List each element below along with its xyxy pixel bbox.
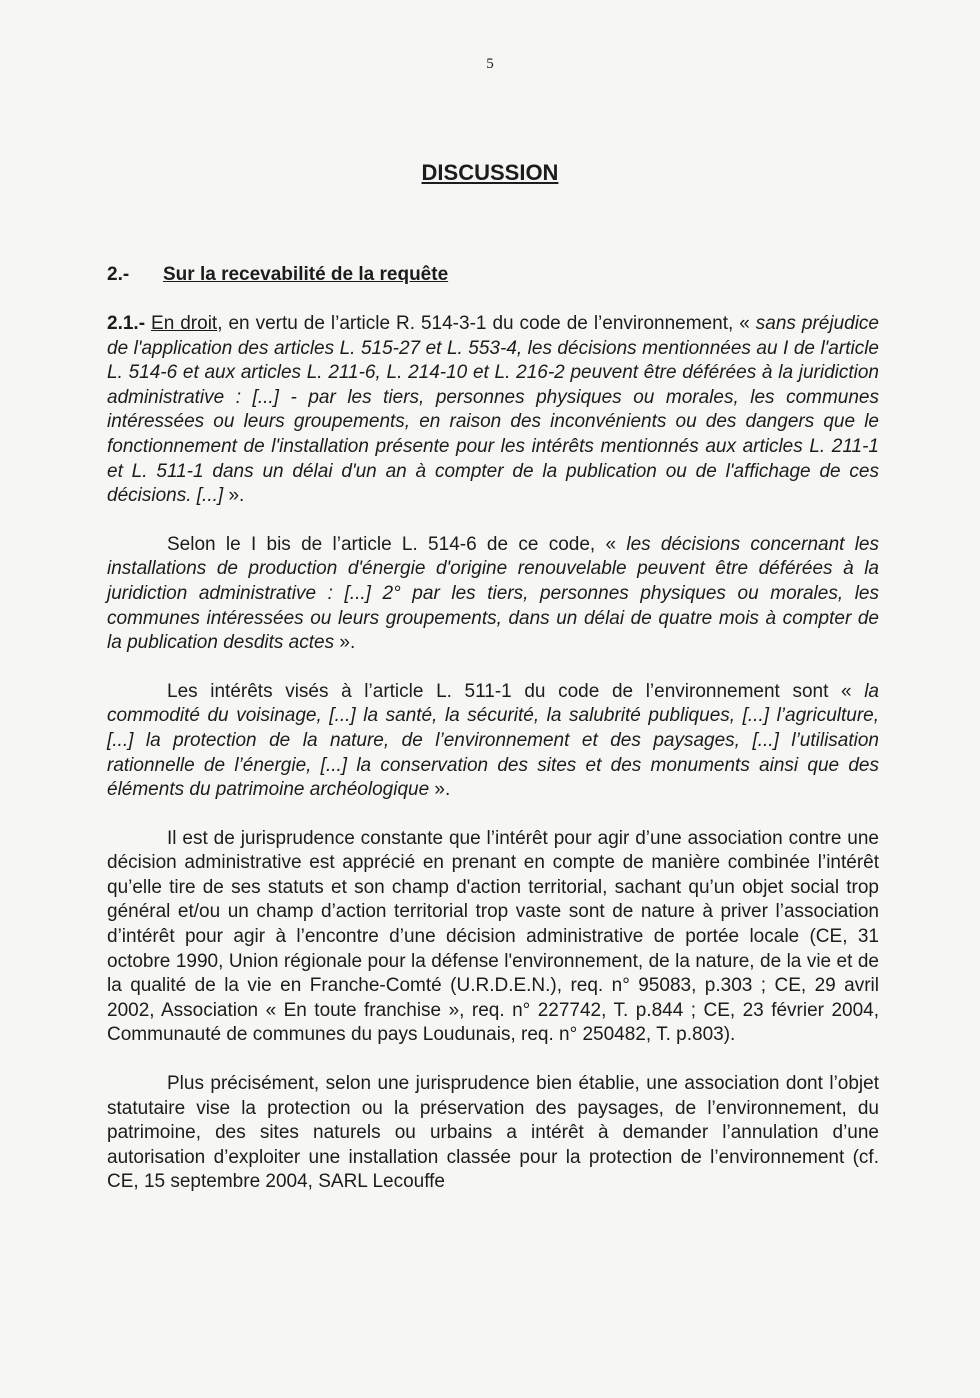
paragraph-outro: ». [429,779,451,801]
quoted-text: les décisions concernant les installations de production d'énergie d'origine renouvelable peuvent être déférées à la juridiction administrative : [...] 2° par les tiers, personnes physiques ou morales, les communes intéressées ou leurs groupements, dans un délai de quatre mois à compter de la publication desdits actes [107,533,879,654]
quoted-text: la commodité du voisinage, [...] la santé, la sécurité, la salubrité publiques, [...] l’agriculture, [...] la protection de la nature, de l’environnement et des paysages, [...] l’utilisation rationnelle de l’énergie, [...] la conservation des sites et des monuments ainsi que des éléments du patrimoine archéologique [107,680,879,801]
paragraph-article-511-1 [107,680,879,803]
section-number: 2.- [107,264,130,285]
section-title [107,264,448,286]
underlined-phrase: En droit [151,313,218,334]
paragraph-outro: ». [223,485,245,507]
page-heading: DISCUSSION [421,160,559,185]
page-number: 5 [486,56,494,72]
paragraph-article-514-6 [107,533,879,656]
subsection-number: 2.1.- [107,313,146,334]
paragraph-2-1 [107,312,879,509]
paragraph-jurisprudence: Il est de jurisprudence constante que l’intérêt pour agir d’une association contre une décision administrative est apprécié en prenant en compte de manière combinée l’intérêt qu’elle tire de ses statuts et son champ d'action territorial, sachant qu’un objet social trop général et/ou un champ d’action territorial trop vaste sont de nature à priver l’association d’intérêt pour agir à l’encontre d’une décision administrative de portée locale (CE, 31 octobre 1990, Union régionale pour la défense l'environnement, de la nature, de la vie et de la qualité de la vie en Franche-Comté (U.R.D.E.N.), req. n° 95083, p.303 ; CE, 29 avril 2002, Association « En toute franchise », req. n° 227742, T. p.844 ; CE, 23 février 2004, Communauté de communes du pays Loudunais, req. n° 250482, T. p.803). [107,827,879,1046]
paragraph-intro: Les intérêts visés à l’article L. 511-1 du code de l’environnement sont « [167,680,865,702]
quoted-text: sans préjudice de l'application des articles L. 515-27 et L. 553-4, les décisions mentionnées au I de l'article L. 514-6 et aux articles L. 211-6, L. 214-10 et L. 216-2 peuvent être déférées à la juridiction administrative : [...] - par les tiers, personnes physiques ou morales, les communes intéressées ou leurs groupements, en raison des inconvénients ou des dangers que le fonctionnement de l'installation présente pour les intérêts mentionnés aux articles L. 211-1 et L. 511-1 dans un délai d'un an à compter de la publication ou de l'affichage de ces décisions. [...] [107,313,879,507]
paragraph-intro: Selon le I bis de l’article L. 514-6 de ce code, « [167,533,627,555]
paragraph-outro: ». [334,632,356,654]
paragraph-precisely: Plus précisément, selon une jurisprudence bien établie, une association dont l’objet statutaire vise la protection ou la préservation des paysages, de l’environnement, du patrimoine, des sites naturels ou urbains a intérêt à demander l’annulation d’une autorisation d’exploiter une installation classée pour la protection de l’environnement (cf. CE, 15 septembre 2004, SARL Lecouffe [107,1073,879,1193]
paragraph-intro: , en vertu de l’article R. 514-3-1 du code de l’environnement, « [217,313,756,334]
section-title-text: Sur la recevabilité de la requête [163,264,449,285]
document-body [107,312,879,1219]
